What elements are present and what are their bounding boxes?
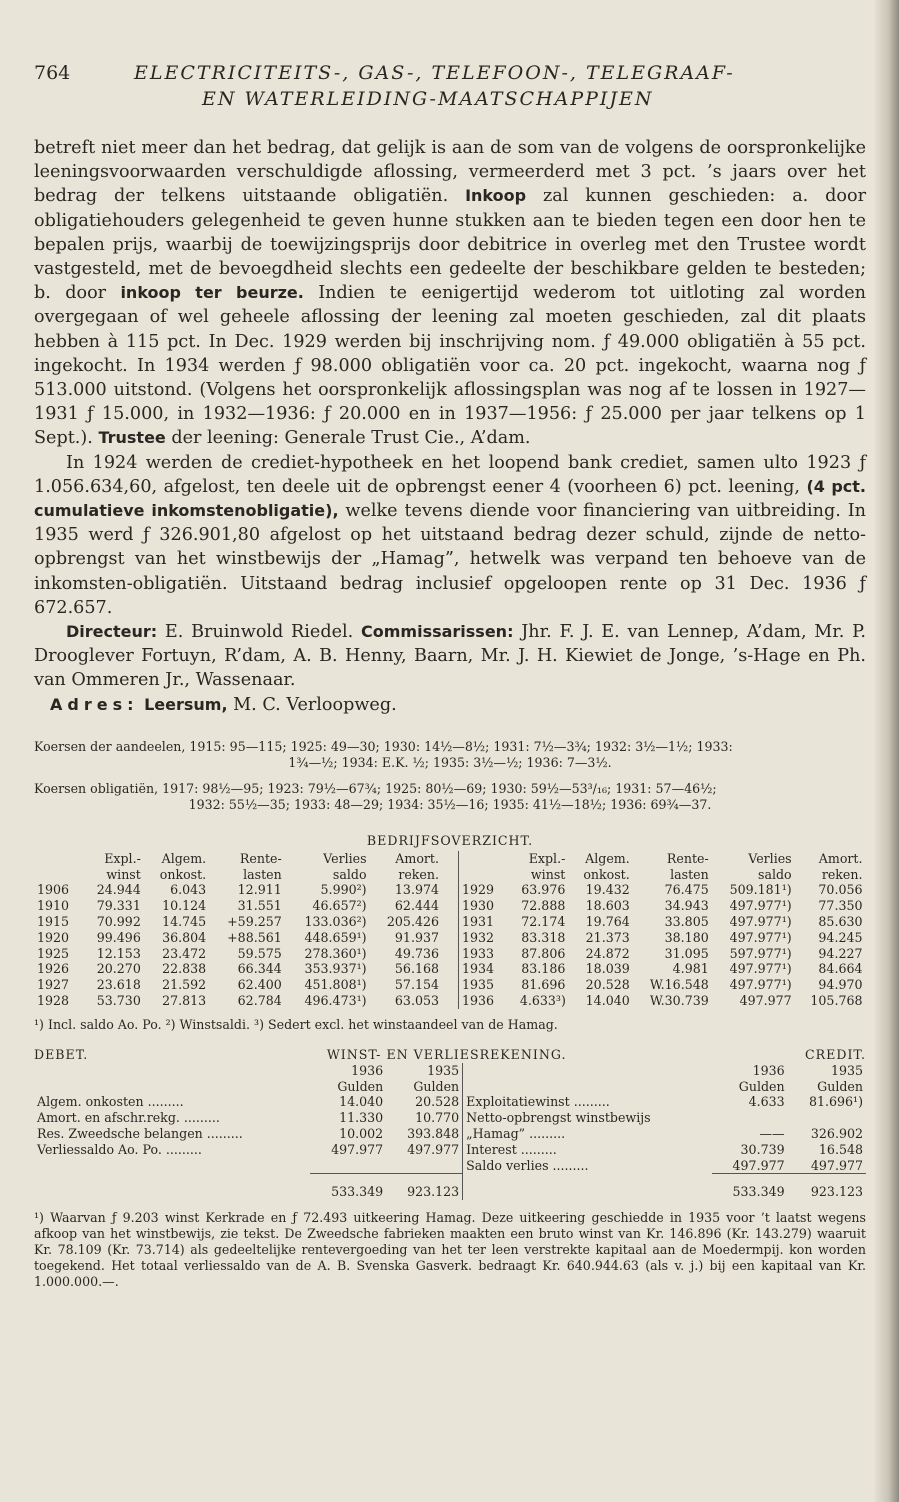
table-cell: 84.664 xyxy=(818,961,863,977)
table-cell: 94.227 xyxy=(818,945,863,961)
table-cell: —— xyxy=(759,1126,785,1142)
unit-header: Gulden xyxy=(738,1078,785,1094)
table-cell: 20.528 xyxy=(585,977,630,993)
table-cell xyxy=(712,1110,788,1126)
table-cell: 49.736 xyxy=(394,945,439,961)
table-cell: 31.551 xyxy=(237,898,282,914)
column-header: winst xyxy=(106,866,141,882)
table-row xyxy=(34,930,442,946)
column-header: lasten xyxy=(243,866,282,882)
table-row xyxy=(34,1126,866,1142)
debet-item: Res. Zweedsche belangen ..... xyxy=(34,1126,310,1142)
table-cell xyxy=(463,1063,712,1079)
year-cell: 1925 xyxy=(37,945,70,961)
table-cell: 18.039 xyxy=(585,961,630,977)
column-header: reken. xyxy=(398,866,439,882)
text-run: zal kunnen geschieden: a. door obligatiehouders gelegenheid te geven hunne stukken aan te bieden tegen een door hen te bepalen prijs, waarbij de toewijzingsprijs door debitrice in overleg met den Trustee wordt vastgesteld, met de bevoegdheid slechts een gedeelte der beschikbare gelden te besteden; b. door xyxy=(34,186,866,304)
year-cell: 1927 xyxy=(37,977,70,993)
text-run: der leening: Generale Trust Cie., A’dam. xyxy=(165,428,531,449)
table-cell: 81.696 xyxy=(521,977,566,993)
table-cell: 31.095 xyxy=(664,945,709,961)
table-cell: 133.036²) xyxy=(304,914,367,930)
table-cell: 19.764 xyxy=(585,914,630,930)
table-cell: 23.618 xyxy=(96,977,141,993)
table-row xyxy=(459,882,866,898)
table-cell: 497.977 xyxy=(732,1157,785,1173)
table-cell: 4.633 xyxy=(748,1094,785,1110)
table-cell: 63.976 xyxy=(521,882,566,898)
table-cell: 79.331 xyxy=(96,898,141,914)
table-row xyxy=(34,946,442,962)
year-header: 1935 xyxy=(830,1062,863,1078)
table-cell: 36.804 xyxy=(162,929,207,945)
table-header-row xyxy=(34,851,442,867)
header-title-line1: ELECTRICITEITS-, GAS-, TELEFOON-, TELEGRAAF- xyxy=(134,62,735,84)
year-header: 1936 xyxy=(752,1062,785,1078)
year-header: 1935 xyxy=(427,1062,460,1078)
total-cell: 533.349 xyxy=(310,1174,386,1200)
table-cell: 4.981 xyxy=(672,961,709,977)
table-cell: 21.592 xyxy=(162,977,207,993)
table-row xyxy=(34,1174,866,1200)
table-cell: 33.805 xyxy=(664,914,709,930)
bedrijfsoverzicht xyxy=(34,833,866,1033)
page-number: 764 xyxy=(34,62,71,84)
table-cell: 10.124 xyxy=(162,898,207,914)
unit-header: Gulden xyxy=(337,1078,384,1094)
table-row xyxy=(34,977,442,993)
table-cell: 62.784 xyxy=(237,993,282,1009)
table-cell: 10.002 xyxy=(339,1126,384,1142)
table-cell: 10.770 xyxy=(415,1110,460,1126)
table-cell: 62.444 xyxy=(394,898,439,914)
table-cell: 24.872 xyxy=(585,945,630,961)
table-cell: 46.657²) xyxy=(312,898,367,914)
credit-item: „Hamag” ..... xyxy=(463,1126,712,1142)
column-header xyxy=(34,867,81,883)
koersen-obligatien xyxy=(34,781,866,813)
column-header: Verlies xyxy=(323,850,367,866)
bedrijf-table-right xyxy=(458,851,866,1009)
table-cell xyxy=(386,1158,462,1174)
paragraph-2 xyxy=(34,451,866,620)
debet-label: DEBET. xyxy=(34,1046,89,1062)
column-header xyxy=(459,867,506,883)
table-cell: 99.496 xyxy=(96,929,141,945)
running-header xyxy=(34,62,866,112)
column-header: Amort. xyxy=(395,850,439,866)
table-row xyxy=(459,930,866,946)
address-line xyxy=(34,693,866,717)
table-cell: 14.745 xyxy=(162,914,207,930)
table-row xyxy=(34,1079,866,1095)
table-cell: 14.040 xyxy=(339,1094,384,1110)
header-title-line2: EN WATERLEIDING-MAATSCHAPPIJEN xyxy=(202,88,654,110)
table-cell: 14.040 xyxy=(585,993,630,1009)
table-cell: 20.528 xyxy=(415,1094,460,1110)
column-header xyxy=(34,851,81,867)
table-header-row xyxy=(459,867,866,883)
year-cell: 1931 xyxy=(462,914,495,930)
table-cell: 497.977¹) xyxy=(729,977,792,993)
bedrijf-footnote: ¹) Incl. saldo Ao. Po. ²) Winstsaldi. ³) Sedert excl. het winstaandeel van de Hamag. xyxy=(34,1016,558,1032)
table-cell: 83.318 xyxy=(521,929,566,945)
text-run: Koersen der aandeelen, 1915: 95—115; 1925: 49—30; 1930: 14½—8½; 1931: 7½—3¾; 1932: 3½—1½; 1933: xyxy=(34,738,733,754)
table-cell: 57.154 xyxy=(394,977,439,993)
column-header: Algem. xyxy=(585,850,630,866)
table-cell: 19.432 xyxy=(585,882,630,898)
table-cell: 77.350 xyxy=(818,898,863,914)
year-cell: 1934 xyxy=(462,961,495,977)
bold-term: Trustee xyxy=(98,428,166,448)
table-cell: 497.977¹) xyxy=(729,914,792,930)
table-cell xyxy=(34,1063,310,1079)
column-header: lasten xyxy=(670,866,709,882)
wv-table xyxy=(34,1063,866,1200)
table-row xyxy=(459,898,866,914)
table-row xyxy=(34,1063,866,1079)
table-cell: 597.977¹) xyxy=(729,945,792,961)
table-cell xyxy=(34,1174,310,1200)
column-header: Algem. xyxy=(161,850,207,866)
debet-item xyxy=(34,1158,310,1174)
table-row xyxy=(459,993,866,1009)
total-cell: 923.123 xyxy=(788,1174,866,1200)
table-row xyxy=(34,1110,866,1126)
address-place: Leersum, xyxy=(144,694,228,714)
table-cell xyxy=(310,1158,386,1174)
table-row xyxy=(459,977,866,993)
table-row xyxy=(459,914,866,930)
koersen-section xyxy=(34,739,866,813)
page-edge xyxy=(873,0,899,1502)
table-cell: +88.561 xyxy=(227,929,282,945)
table-cell: 12.153 xyxy=(96,945,141,961)
table-cell: 38.180 xyxy=(664,929,709,945)
table-cell: 497.977¹) xyxy=(729,929,792,945)
credit-item: Interest ..... xyxy=(463,1142,712,1158)
year-cell: 1926 xyxy=(37,961,70,977)
text-run: In 1924 werden de crediet-hypotheek en het loopend bank crediet, samen ulto 1923 ƒ 1.056.634,60, afgelost, ten deele uit de opbrengst eener 4 (voorheen 6) pct. leening, xyxy=(34,452,866,497)
table-cell: 87.806 xyxy=(521,945,566,961)
table-cell: 91.937 xyxy=(394,929,439,945)
table-cell: 85.630 xyxy=(818,914,863,930)
column-header: reken. xyxy=(821,866,863,882)
column-header: winst xyxy=(530,866,566,882)
table-cell: 81.696¹) xyxy=(808,1094,863,1110)
table-cell: 18.603 xyxy=(585,898,630,914)
bold-term: Directeur: xyxy=(66,622,158,642)
table-cell: 12.911 xyxy=(237,882,282,898)
year-cell: 1932 xyxy=(462,929,495,945)
table-cell xyxy=(463,1079,712,1095)
table-cell: 63.053 xyxy=(394,993,439,1009)
year-cell: 1928 xyxy=(37,993,70,1009)
table-cell: 94.970 xyxy=(818,977,863,993)
address-street: M. C. Verloopweg. xyxy=(227,694,397,715)
table-cell: 278.360¹) xyxy=(304,945,367,961)
table-cell: 59.575 xyxy=(237,945,282,961)
table-cell: 497.977 xyxy=(810,1157,863,1173)
table-cell xyxy=(463,1174,712,1200)
table-row xyxy=(459,946,866,962)
table-cell xyxy=(788,1110,866,1126)
koersen-aandeelen xyxy=(34,739,866,771)
table-cell: 30.739 xyxy=(740,1141,785,1157)
table-cell: 393.848 xyxy=(407,1126,460,1142)
text-run: welke tevens diende voor financiering van uitbreiding. In 1935 werd ƒ 326.901,80 afgelost op het uitstaand bedrag dezer schuld, zijnde de netto-opbrengst van het winstbewijs der „Hamag”, hetwelk was verpand ten behoeve van de inkomsten-obligatiën. Uitstaand bedrag inclusief opgeloopen rente op 31 Dec. 1936 ƒ 672.657. xyxy=(34,501,866,618)
table-cell: 496.473¹) xyxy=(304,993,367,1009)
year-cell: 1920 xyxy=(37,929,70,945)
table-row xyxy=(34,993,442,1009)
column-header xyxy=(459,851,506,867)
table-cell: 83.186 xyxy=(521,961,566,977)
winst-verliesrekening xyxy=(34,1047,866,1290)
address-label: Adres: xyxy=(50,694,139,714)
bold-term: (4 pct. cumulatieve inkomstenobligatie), xyxy=(34,476,866,521)
year-cell: 1933 xyxy=(462,945,495,961)
table-row xyxy=(34,1094,866,1110)
table-cell: W.30.739 xyxy=(649,993,709,1009)
table-cell: 23.472 xyxy=(162,945,207,961)
table-cell: 72.174 xyxy=(521,914,566,930)
table-cell: 24.944 xyxy=(96,882,141,898)
table-row xyxy=(459,961,866,977)
table-cell: 353.937¹) xyxy=(304,961,367,977)
column-header: Verlies xyxy=(748,850,792,866)
column-header: onkost. xyxy=(159,866,207,882)
column-header: saldo xyxy=(332,866,367,882)
table-cell: 497.977 xyxy=(739,993,792,1009)
table-cell: 70.992 xyxy=(96,914,141,930)
table-cell: 22.838 xyxy=(162,961,207,977)
text-run: Indien te eenigertijd wederom tot uitloting zal worden overgegaan of wel geheele aflossing der leening zal moeten geschieden, zal dit plaats hebben à 115 pct. In Dec. 1929 werden bij inschrijving nom. ƒ 49.000 obligatiën à 55 pct. ingekocht. In 1934 werden ƒ 98.000 obligatiën voor ca. 20 pct. ingekocht, waarna nog ƒ 513.000 uitstond. (Volgens het oorspronkelijk aflossingsplan was nog af te lossen in 1927—1931 ƒ 15.000, in 1932—1936: ƒ 20.000 en in 1937—1956: ƒ 25.000 per jaar telkens op 1 Sept.). xyxy=(34,283,866,449)
table-cell: 53.730 xyxy=(96,993,141,1009)
total-cell: 923.123 xyxy=(386,1174,462,1200)
year-cell: 1906 xyxy=(37,882,70,898)
column-header: Rente- xyxy=(666,850,709,866)
table-row xyxy=(34,1142,866,1158)
text-run: Koersen obligatiën, 1917: 98½—95; 1923: 79½—67¾; 1925: 80½—69; 1930: 59½—53³/₁₆; 1931: 57—46½; xyxy=(34,780,717,796)
column-header: Expl.- xyxy=(528,850,566,866)
paragraph-1 xyxy=(34,136,866,451)
body-text xyxy=(34,136,866,717)
table-cell: 62.400 xyxy=(237,977,282,993)
paragraph-3 xyxy=(34,620,866,693)
debet-item: Verliessaldo Ao. Po. ..... xyxy=(34,1142,310,1158)
table-cell: 497.977¹) xyxy=(729,961,792,977)
table-row xyxy=(34,898,442,914)
table-cell: 34.943 xyxy=(664,898,709,914)
unit-header: Gulden xyxy=(413,1078,460,1094)
table-row xyxy=(34,882,442,898)
year-header: 1936 xyxy=(351,1062,384,1078)
table-cell: 94.245 xyxy=(818,929,863,945)
table-cell: 16.548 xyxy=(818,1141,863,1157)
table-cell: +59.257 xyxy=(227,914,282,930)
column-header: Amort. xyxy=(818,850,863,866)
wv-footnote: ¹) Waarvan ƒ 9.203 winst Kerkrade en ƒ 72.493 uitkeering Hamag. Deze uitkeering geschiedde in 1935 voor ’t laatst wegens afkoop van het winstbewijs, zie tekst. De Zweedsche fabrieken maakten een bruto winst van Kr. 146.896 (Kr. 143.279) waaruit Kr. 78.109 (Kr. 73.714) als gedeeltelijke rentevergoeding van het ter leen verstrekte kapitaal aan de Moedermpij. kon worden toegekend. Het totaal verliessaldo van de A. B. Svenska Gasverk. bedraagt Kr. 640.944.63 (als v. j.) bij een kapitaal van Kr. 1.000.000.—. xyxy=(34,1210,866,1290)
column-header: saldo xyxy=(758,866,792,882)
year-cell: 1936 xyxy=(462,993,495,1009)
year-cell: 1929 xyxy=(462,882,495,898)
column-header: Expl.- xyxy=(104,850,141,866)
bedrijf-table-left xyxy=(34,851,442,1009)
table-cell: 4.633³) xyxy=(519,993,566,1009)
text-run: 1¾—½; 1934: E.K. ½; 1935: 3½—½; 1936: 7—3½. xyxy=(288,754,612,770)
table-row xyxy=(34,1158,866,1174)
table-cell: 6.043 xyxy=(170,882,207,898)
bold-term: Commissarissen: xyxy=(361,622,514,642)
column-header: onkost. xyxy=(583,866,630,882)
table-cell: 105.768 xyxy=(810,993,863,1009)
total-cell: 533.349 xyxy=(712,1174,788,1200)
text-run: 1932: 55½—35; 1933: 48—29; 1934: 35½—16; 1935: 41½—18½; 1936: 69¾—37. xyxy=(188,796,712,812)
credit-label: CREDIT. xyxy=(805,1046,866,1062)
year-cell: 1935 xyxy=(462,977,495,993)
table-cell: 451.808¹) xyxy=(304,977,367,993)
table-cell xyxy=(34,1079,310,1095)
bold-term: Inkoop xyxy=(465,186,527,206)
bold-term: inkoop ter beurze. xyxy=(120,283,304,303)
table-cell: 5.990²) xyxy=(320,882,367,898)
unit-header: Gulden xyxy=(817,1078,863,1094)
text-run: E. Bruinwold Riedel. xyxy=(157,622,361,643)
table-cell: 509.181¹) xyxy=(729,882,792,898)
table-cell: 76.475 xyxy=(664,882,709,898)
table-cell: 497.977 xyxy=(331,1141,384,1157)
table-cell: 497.977 xyxy=(407,1141,460,1157)
table-cell: 72.888 xyxy=(521,898,566,914)
table-cell: 56.168 xyxy=(394,961,439,977)
credit-item: Saldo verlies ..... xyxy=(463,1158,712,1174)
table-cell: 205.426 xyxy=(386,914,439,930)
table-row xyxy=(34,961,442,977)
wv-title: WINST- EN VERLIESREKENING. xyxy=(326,1046,567,1062)
table-cell: 27.813 xyxy=(162,993,207,1009)
table-cell: 66.344 xyxy=(237,961,282,977)
table-header-row xyxy=(459,851,866,867)
debet-item: Algem. onkosten ..... xyxy=(34,1094,310,1110)
bedrijfsoverzicht-title: BEDRIJFSOVERZICHT. xyxy=(366,832,534,848)
table-cell: 448.659¹) xyxy=(304,929,367,945)
table-header-row xyxy=(34,867,442,883)
table-cell: 326.902 xyxy=(810,1126,863,1142)
year-cell: 1910 xyxy=(37,898,70,914)
table-cell: 21.373 xyxy=(585,929,630,945)
year-cell: 1915 xyxy=(37,914,70,930)
table-cell: W.16.548 xyxy=(649,977,709,993)
table-cell: 11.330 xyxy=(339,1110,384,1126)
credit-item: Exploitatiewinst ..... xyxy=(463,1094,712,1110)
table-cell: 70.056 xyxy=(818,882,863,898)
book-page xyxy=(34,62,866,1290)
text-run: betreft niet meer dan het bedrag, dat gelijk is aan de som van de volgens de oorspronkelijke leeningsvoorwaarden verschuldigde aflossing, vermeerderd met 3 pct. ’s jaars over het bedrag der telkens uitstaande obligatiën. xyxy=(34,138,866,207)
debet-item: Amort. en afschr.rekg. ..... xyxy=(34,1110,310,1126)
column-header: Rente- xyxy=(239,850,282,866)
credit-item: Netto-opbrengst winstbewijs xyxy=(463,1110,712,1126)
table-cell: 20.270 xyxy=(96,961,141,977)
text-run: Jhr. F. J. E. van Lennep, A’dam, Mr. P. Drooglever Fortuyn, R’dam, A. B. Henny, Baarn, Mr. J. H. Kiewiet de Jonge, ’s-Hage en Ph. van Ommeren Jr., Wassenaar. xyxy=(34,622,867,691)
year-cell: 1930 xyxy=(462,898,495,914)
table-row xyxy=(34,914,442,930)
table-cell: 13.974 xyxy=(394,882,439,898)
table-cell: 497.977¹) xyxy=(729,898,792,914)
